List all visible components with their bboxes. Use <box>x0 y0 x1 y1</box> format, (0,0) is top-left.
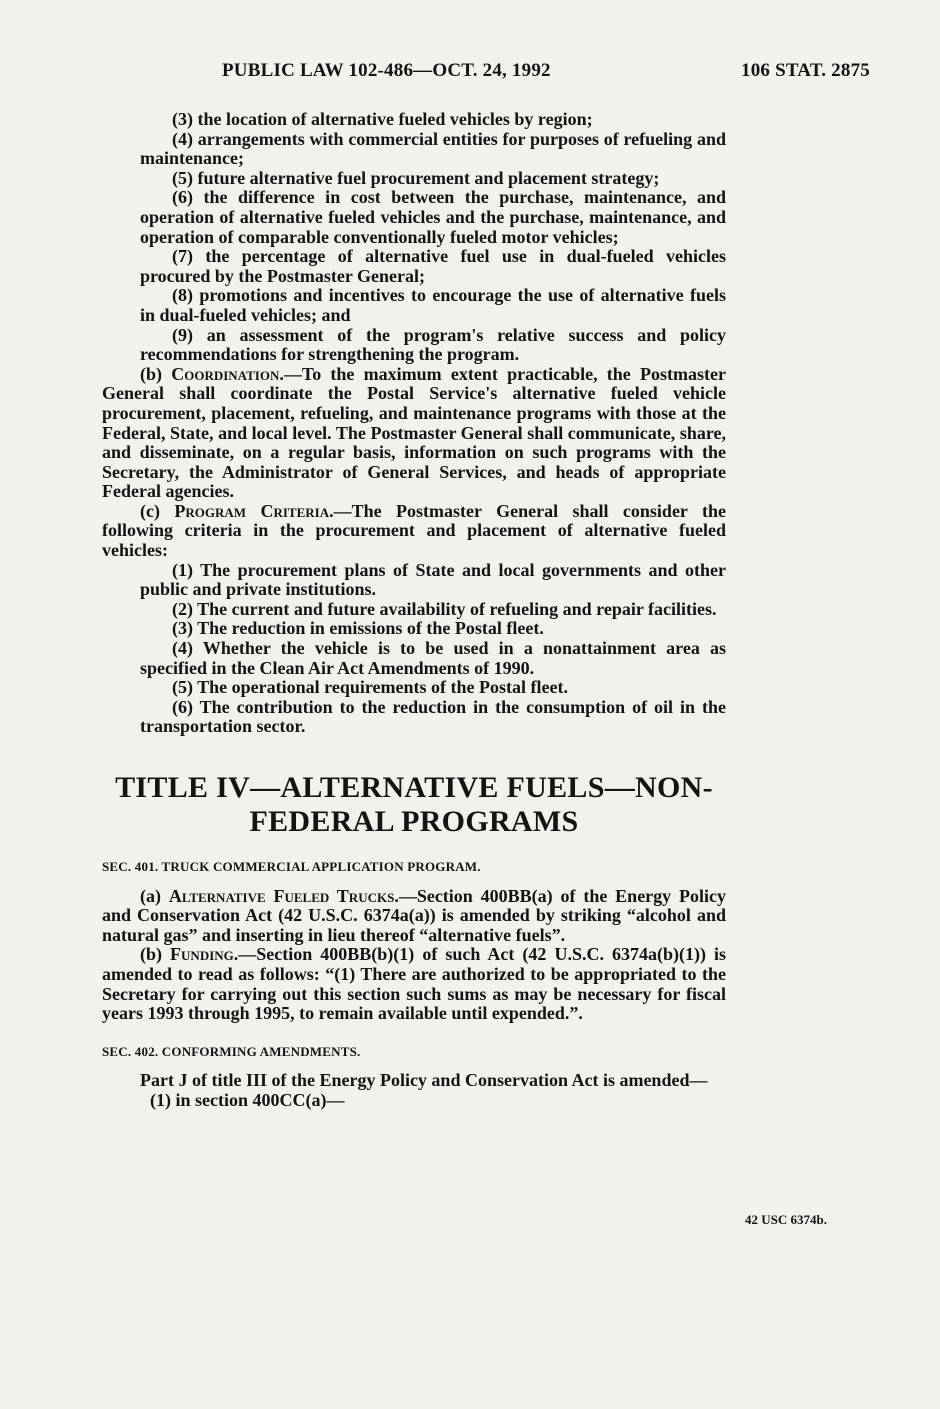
section-heading: SEC. 402. CONFORMING AMENDMENTS. <box>102 1043 361 1059</box>
list-item: (9) an assessment of the program's relative success and policy recommendations for strengthening the program. <box>140 324 726 365</box>
subsection-heading: Alternative Fueled Trucks <box>168 885 395 906</box>
list-item: (1) in section 400CC(a)— <box>150 1089 345 1110</box>
list-item: (4) arrangements with commercial entities for purposes of refueling and maintenance; <box>140 128 726 169</box>
margin-citation: 42 USC 6374b. <box>745 1212 827 1227</box>
list-item: (7) the percentage of alternative fuel use in dual-fueled vehicles procured by the Postmaster General; <box>140 246 726 286</box>
list-item: (6) The contribution to the reduction in the consumption of oil in the transportation sector. <box>140 696 726 737</box>
list-item: (3) the location of alternative fueled vehicles by region; <box>172 109 593 129</box>
title-line: FEDERAL PROGRAMS <box>249 805 579 838</box>
subsection-text: .—Section 400BB(a) of the Energy Policy and Conservation Act (42 U.S.C. 6374a(a)) is amended by striking “alcohol and natural gas” and inserting in lieu thereof “alternative fuels”. <box>102 885 726 945</box>
list-item: (1) The procurement plans of State and local governments and other public and private institutions. <box>140 559 726 600</box>
title-line: TITLE IV—ALTERNATIVE FUELS—NON- <box>115 771 713 804</box>
subsection-label: (b) <box>140 363 172 384</box>
law-citation: PUBLIC LAW 102-486—OCT. 24, 1992 <box>222 60 551 81</box>
subsection-heading: Coordination <box>171 363 280 384</box>
subsection-label: (a) <box>140 885 169 906</box>
subsection-heading: Program Criteria <box>174 500 330 521</box>
section-text: Part J of title III of the Energy Policy and Conservation Act is amended— <box>140 1070 708 1091</box>
list-item: (2) The current and future availability of refueling and repair facilities. <box>172 598 717 619</box>
subsection-label: (c) <box>140 500 175 521</box>
subsection-text: .—Section 400BB(b)(1) of such Act (42 U.S.C. 6374a(b)(1)) is amended to read as follows: “(1) There are authorized to be appropriated to the Secretary for carrying out this section such sums as may be necessary for fiscal years 1993 through 1995, to remain available until expended.”. <box>102 944 727 1024</box>
subsection-label: (b) <box>140 944 171 965</box>
list-item: (3) The reduction in emissions of the Postal fleet. <box>172 618 544 639</box>
list-item: (8) promotions and incentives to encourage the use of alternative fuels in dual-fueled vehicles; and <box>140 285 726 325</box>
subsection-alternative-fueled-trucks <box>102 887 726 946</box>
subsection-heading: Funding <box>170 944 234 965</box>
document-body <box>102 110 726 1111</box>
subsection-funding <box>102 945 726 1023</box>
subsection-text: .—The Postmaster General shall consider the following criteria in the procurement and placement of alternative fueled vehicles: <box>102 500 727 561</box>
list-item: (4) Whether the vehicle is to be used in a nonattainment area as specified in the Clean Air Act Amendments of 1990. <box>140 638 726 678</box>
title-heading <box>102 771 726 839</box>
section-heading: SEC. 401. TRUCK COMMERCIAL APPLICATION PROGRAM. <box>102 859 481 874</box>
subsection-criteria <box>102 502 726 561</box>
subsection-text: .—To the maximum extent practicable, the Postmaster General shall coordinate the Postal Service's alternative fueled vehicle procurement, placement, refueling, and maintenance programs with those at the Federal, State, and local level. The Postmaster General shall communicate, share, and disseminate, on a regular basis, information on such programs with the Secretary, the Administrator of General Services, and heads of appropriate Federal agencies. <box>102 363 726 502</box>
list-item: (5) The operational requirements of the Postal fleet. <box>172 677 568 698</box>
page-number: 106 STAT. 2875 <box>741 60 870 81</box>
list-item: (6) the difference in cost between the purchase, maintenance, and operation of alternative fueled vehicles and the purchase, maintenance, and operation of comparable conventionally fueled motor vehicles; <box>140 187 726 247</box>
subsection-coordination <box>102 365 726 502</box>
list-item: (5) future alternative fuel procurement and placement strategy; <box>172 167 660 188</box>
